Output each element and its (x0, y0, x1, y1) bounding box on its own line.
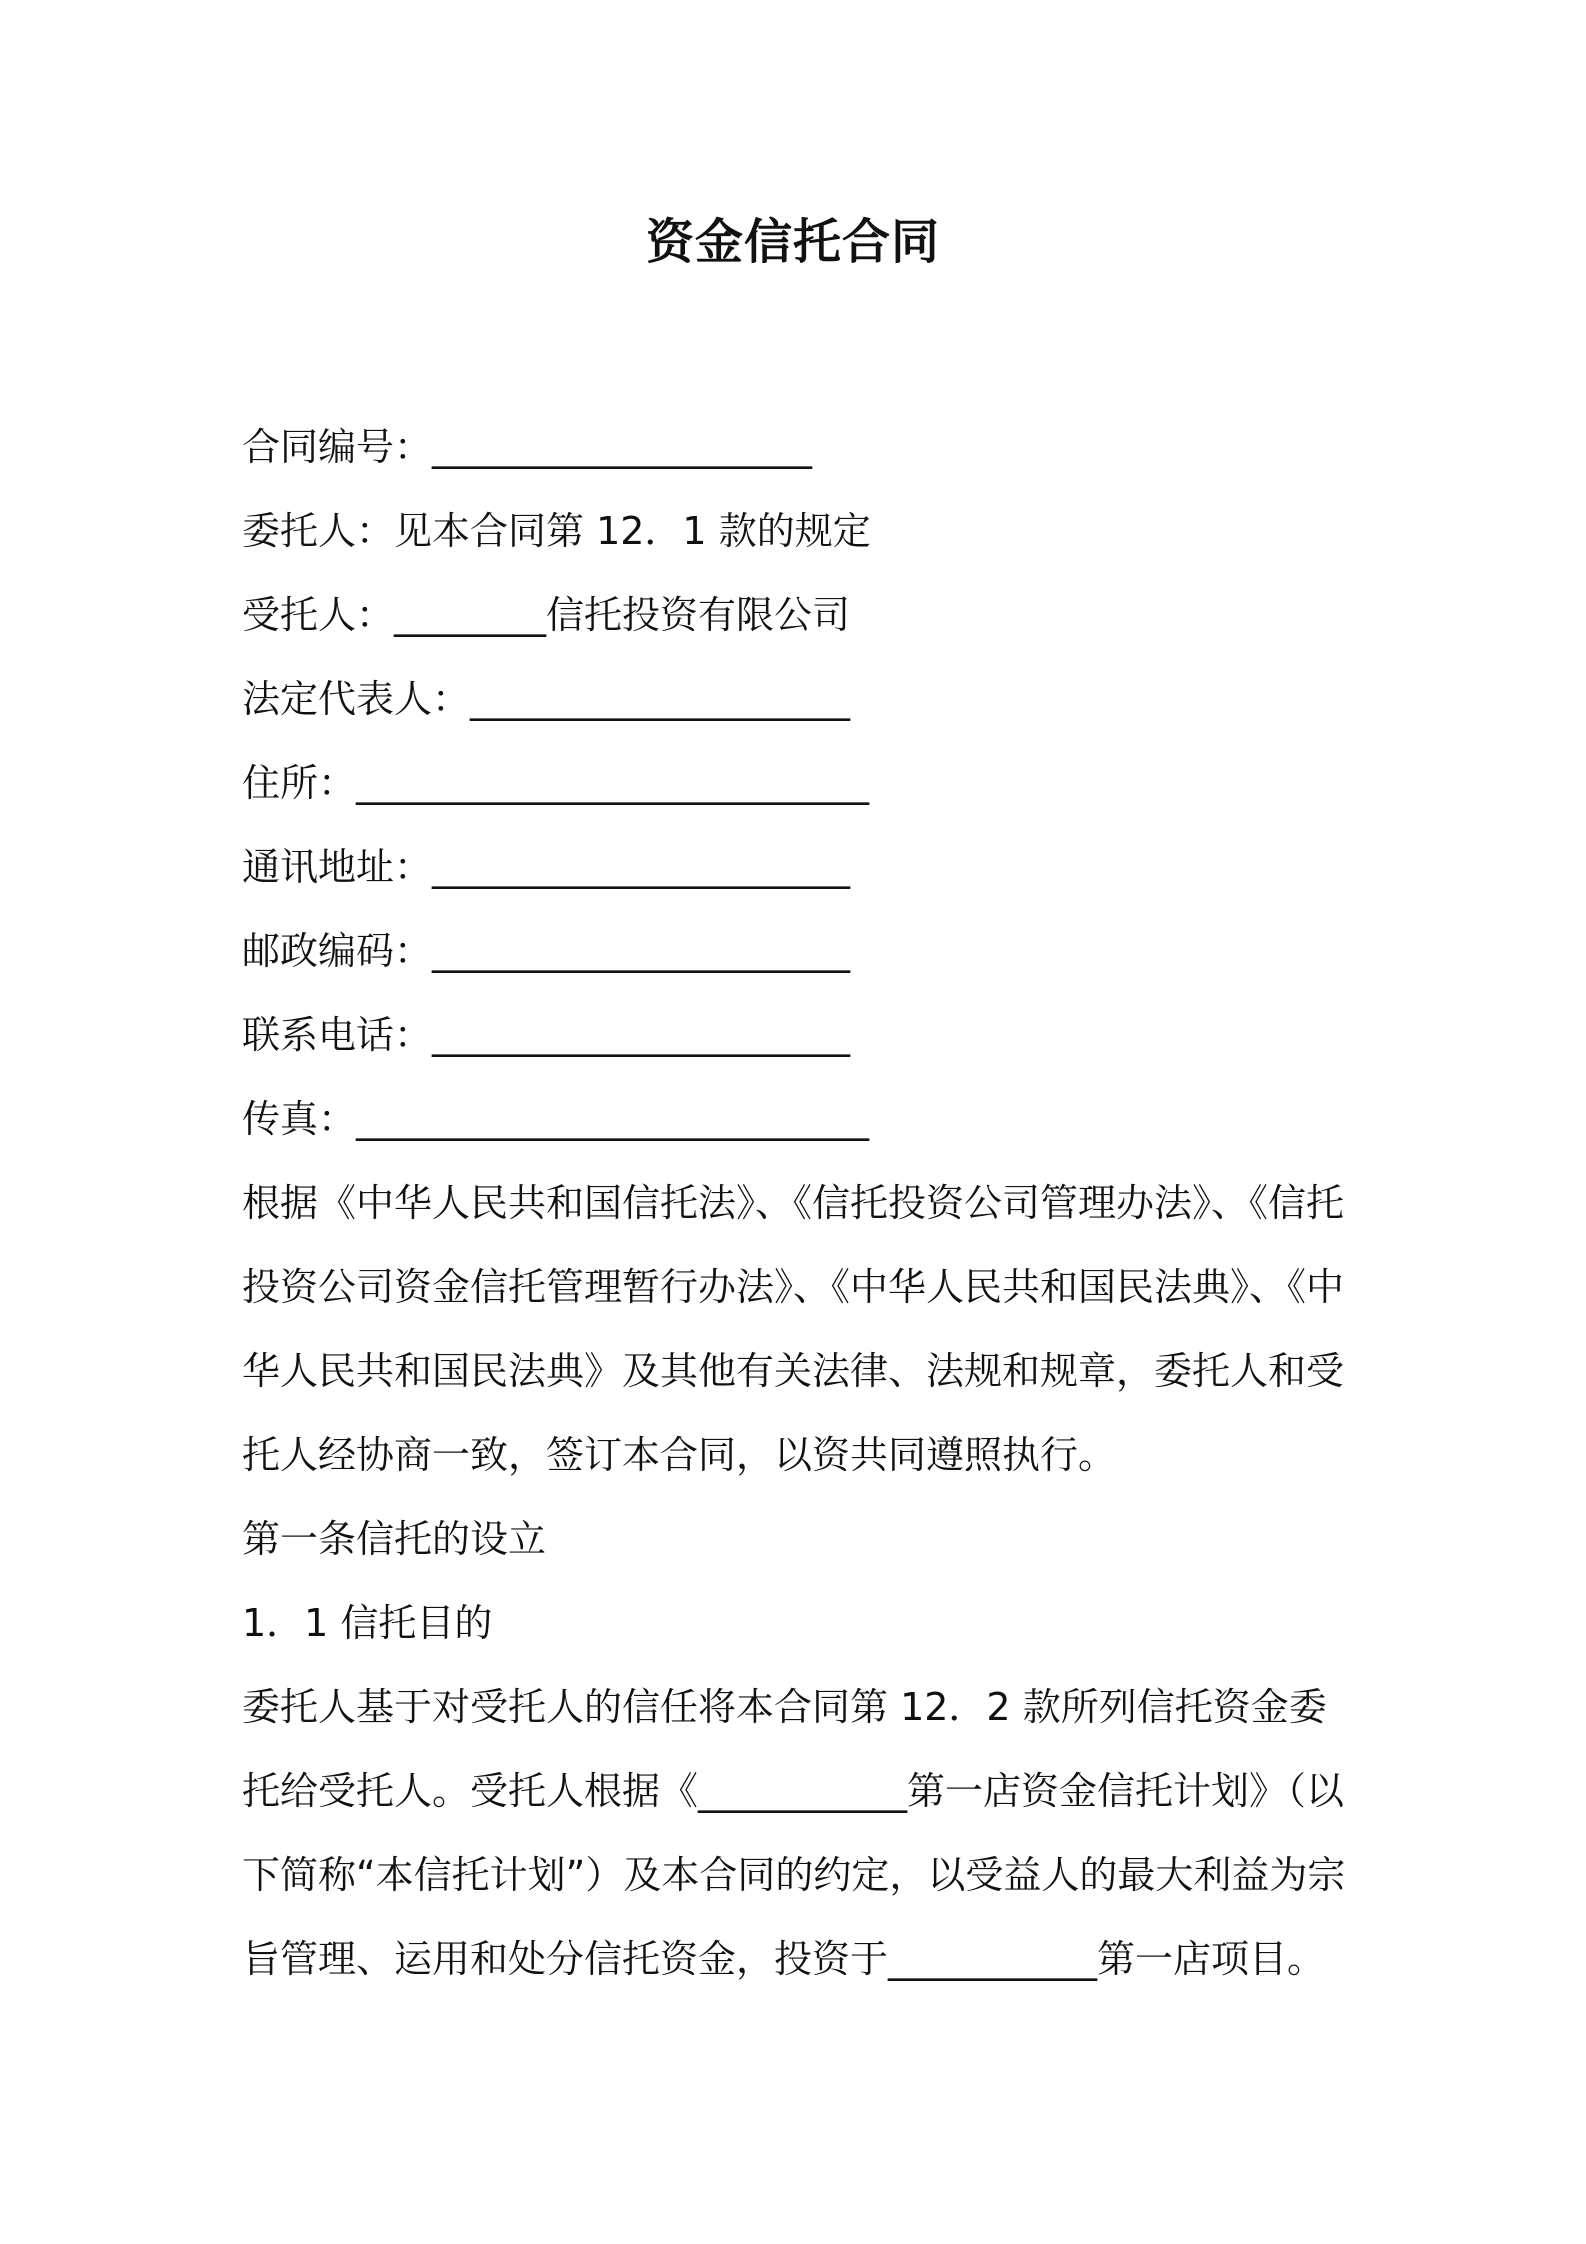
field-fax: 传真：___________________________ (242, 1097, 870, 1141)
article-1-heading: 第一条信托的设立 (242, 1517, 547, 1561)
field-address: 住所：___________________________ (242, 761, 870, 805)
section-1-1-paragraph: 委托人基于对受托人的信任将本合同第 12．2 款所列信托资金委托给受托人。受托人根据《___________第一店资金信托计划》（以下简称“本信托计划”）及本合同的约定，以受益人的最大利益为宗旨管理、运用和处分信托资金，投资于___________第一店项目。 (242, 1685, 1346, 1981)
field-legal-representative: 法定代表人：____________________ (242, 677, 851, 721)
document-body (242, 405, 1352, 2001)
field-mailing-address: 通讯地址：______________________ (242, 845, 851, 889)
section-1-1-heading: 1．1 信托目的 (242, 1601, 493, 1645)
field-postal-code: 邮政编码：______________________ (242, 929, 851, 973)
document-title: 资金信托合同 (645, 214, 940, 270)
field-trustee: 受托人：________信托投资有限公司 (242, 593, 851, 637)
field-phone: 联系电话：______________________ (242, 1013, 851, 1057)
preamble-paragraph: 根据《中华人民共和国信托法》、《信托投资公司管理办法》、《信托投资公司资金信托管理暂行办法》、《中华人民共和国民法典》、《中华人民共和国民法典》及其他有关法律、法规和规章，委托人和受托人经协商一致，签订本合同，以资共同遵照执行。 (242, 1181, 1345, 1477)
field-contract-number: 合同编号：____________________ (242, 425, 813, 469)
field-trustor: 委托人：见本合同第 12．1 款的规定 (242, 509, 871, 553)
